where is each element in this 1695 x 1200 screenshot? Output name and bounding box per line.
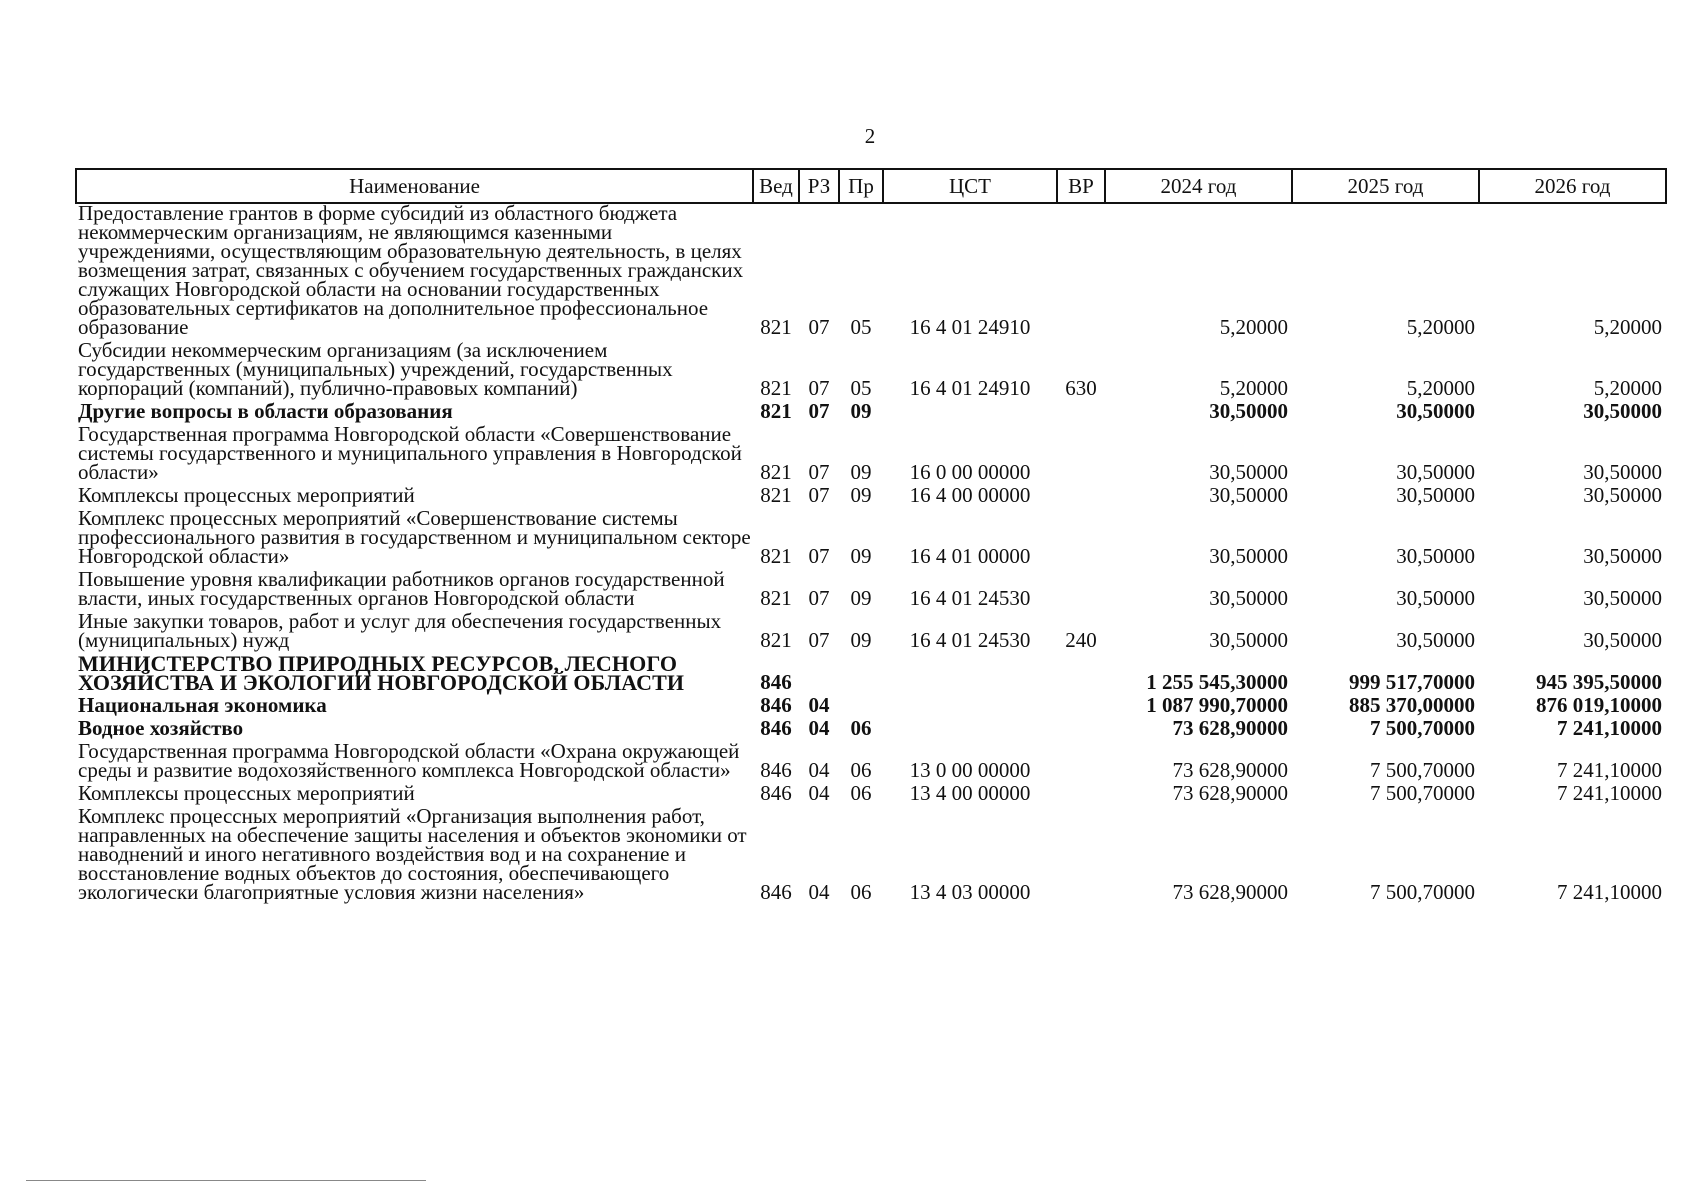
table-row <box>76 696 1666 715</box>
row-value-2026: 945 395,50000 <box>1536 670 1662 694</box>
row-ved: 846 <box>760 880 792 904</box>
row-ved: 821 <box>760 483 792 507</box>
row-cst: 16 4 01 00000 <box>909 544 1031 568</box>
row-value-2024: 5,20000 <box>1219 315 1288 339</box>
row-value-2024: 1 087 990,70000 <box>1146 693 1288 717</box>
row-vr: 240 <box>1065 628 1097 652</box>
row-value-2026: 30,50000 <box>1583 483 1662 507</box>
row-ved: 821 <box>760 544 792 568</box>
row-name: Другие вопросы в области образования <box>78 399 453 423</box>
row-value-2025: 7 500,70000 <box>1370 781 1475 805</box>
table-row <box>76 612 1666 650</box>
footer-divider <box>26 1180 426 1181</box>
row-name: Комплекс процессных мероприятий «Совершенствование системы профессионального развития в государственном и муниципальном секторе Новгородской области» <box>78 506 751 568</box>
row-value-2024: 1 255 545,30000 <box>1146 670 1288 694</box>
table-row <box>76 203 1666 337</box>
row-ved: 821 <box>760 315 792 339</box>
table-row <box>76 486 1666 505</box>
row-value-2024: 30,50000 <box>1209 460 1288 484</box>
row-rz: 07 <box>808 315 830 339</box>
row-pr: 06 <box>850 781 872 805</box>
row-name: Предоставление грантов в форме субсидий из областного бюджета некоммерческим организациям, не являющимся казенными учреждениями, осуществляющим образовательную деятельность, в целях возмещения затрат, связанных с обучением государственных гражданских служащих Новгородской области на основании государственных образовательных сертификатов на дополнительное профессиональное образование <box>78 201 744 339</box>
row-value-2024: 73 628,90000 <box>1172 781 1288 805</box>
row-pr: 09 <box>850 399 872 423</box>
row-rz: 04 <box>808 781 830 805</box>
row-pr: 06 <box>850 880 872 904</box>
table-row <box>76 425 1666 482</box>
table-body <box>76 203 1666 906</box>
row-rz: 07 <box>808 376 830 400</box>
row-value-2025: 30,50000 <box>1396 586 1475 610</box>
header-vr: ВР <box>1057 169 1105 203</box>
row-cst: 16 4 00 00000 <box>909 483 1031 507</box>
row-name: Комплексы процессных мероприятий <box>78 781 415 805</box>
row-name: Национальная экономика <box>78 693 327 717</box>
row-ved: 846 <box>760 716 792 740</box>
row-pr <box>839 654 883 692</box>
table-header <box>76 169 1666 203</box>
row-value-2026: 876 019,10000 <box>1536 693 1662 717</box>
row-value-2026: 7 241,10000 <box>1557 758 1662 782</box>
row-ved: 821 <box>760 376 792 400</box>
row-value-2025: 30,50000 <box>1396 628 1475 652</box>
row-rz: 07 <box>808 399 830 423</box>
header-2025: 2025 год <box>1292 169 1479 203</box>
row-value-2026: 5,20000 <box>1593 315 1662 339</box>
row-pr: 09 <box>850 483 872 507</box>
row-name: МИНИСТЕРСТВО ПРИРОДНЫХ РЕСУРСОВ, ЛЕСНОГО ХОЗЯЙСТВА И ЭКОЛОГИИ НОВГОРОДСКОЙ ОБЛАСТИ <box>78 651 685 695</box>
row-vr <box>1057 654 1105 692</box>
table-row <box>76 807 1666 902</box>
header-2024: 2024 год <box>1105 169 1292 203</box>
table-row <box>76 784 1666 803</box>
row-value-2024: 30,50000 <box>1209 628 1288 652</box>
row-ved: 821 <box>760 628 792 652</box>
row-value-2026: 5,20000 <box>1593 376 1662 400</box>
row-rz <box>799 654 839 692</box>
row-cst: 16 4 01 24910 <box>909 315 1031 339</box>
table-row <box>76 742 1666 780</box>
row-value-2025: 30,50000 <box>1396 483 1475 507</box>
row-value-2024: 30,50000 <box>1209 483 1288 507</box>
row-vr: 630 <box>1065 376 1097 400</box>
row-name: Государственная программа Новгородской области «Охрана окружающей среды и развитие водохозяйственного комплекса Новгородской области» <box>78 739 740 782</box>
row-value-2026: 7 241,10000 <box>1557 716 1662 740</box>
row-value-2024: 30,50000 <box>1209 544 1288 568</box>
row-cst: 13 4 00 00000 <box>909 781 1031 805</box>
row-pr: 05 <box>850 315 872 339</box>
header-rz: РЗ <box>799 169 839 203</box>
header-name: Наименование <box>76 169 753 203</box>
row-value-2026: 30,50000 <box>1583 399 1662 423</box>
row-ved: 846 <box>760 758 792 782</box>
row-name: Повышение уровня квалификации работников органов государственной власти, иных государственных органов Новгородской области <box>78 567 725 610</box>
row-cst: 16 4 01 24530 <box>909 628 1031 652</box>
row-vr <box>1057 696 1105 715</box>
row-value-2025: 7 500,70000 <box>1370 716 1475 740</box>
row-value-2026: 30,50000 <box>1583 628 1662 652</box>
row-value-2025: 30,50000 <box>1396 399 1475 423</box>
row-cst: 13 0 00 00000 <box>909 758 1031 782</box>
table-row <box>76 402 1666 421</box>
row-vr <box>1057 402 1105 421</box>
row-vr <box>1057 784 1105 803</box>
row-value-2025: 30,50000 <box>1396 460 1475 484</box>
row-ved: 821 <box>760 586 792 610</box>
row-vr <box>1057 203 1105 337</box>
row-value-2026: 30,50000 <box>1583 586 1662 610</box>
row-name: Субсидии некоммерческим организациям (за исключением государственных (муниципальных) учреждений, государственных корпораций (компаний), публично-правовых компаний) <box>78 338 673 400</box>
row-rz: 04 <box>808 693 830 717</box>
table-row <box>76 509 1666 566</box>
row-value-2025: 885 370,00000 <box>1349 693 1475 717</box>
row-pr: 06 <box>850 758 872 782</box>
row-cst <box>883 719 1057 738</box>
row-value-2025: 5,20000 <box>1406 376 1475 400</box>
row-ved: 821 <box>760 399 792 423</box>
row-rz: 07 <box>808 460 830 484</box>
row-value-2025: 999 517,70000 <box>1349 670 1475 694</box>
row-cst: 16 4 01 24530 <box>909 586 1031 610</box>
row-rz: 07 <box>808 483 830 507</box>
header-2026: 2026 год <box>1479 169 1666 203</box>
table-row <box>76 654 1666 692</box>
row-rz: 07 <box>808 544 830 568</box>
budget-table <box>75 168 1667 906</box>
row-value-2026: 7 241,10000 <box>1557 880 1662 904</box>
row-vr <box>1057 742 1105 780</box>
row-pr <box>839 696 883 715</box>
row-value-2025: 7 500,70000 <box>1370 758 1475 782</box>
row-value-2024: 5,20000 <box>1219 376 1288 400</box>
row-name: Комплексы процессных мероприятий <box>78 483 415 507</box>
row-pr: 09 <box>850 628 872 652</box>
row-value-2025: 30,50000 <box>1396 544 1475 568</box>
row-ved: 846 <box>760 781 792 805</box>
row-vr <box>1057 807 1105 902</box>
row-value-2024: 73 628,90000 <box>1172 758 1288 782</box>
header-cst: ЦСТ <box>883 169 1057 203</box>
row-cst: 13 4 03 00000 <box>909 880 1031 904</box>
row-value-2024: 30,50000 <box>1209 586 1288 610</box>
page-number: 2 <box>864 124 876 148</box>
row-name: Иные закупки товаров, работ и услуг для обеспечения государственных (муниципальных) нужд <box>78 609 722 652</box>
row-value-2025: 5,20000 <box>1406 315 1475 339</box>
row-cst: 16 0 00 00000 <box>909 460 1031 484</box>
table-row <box>76 719 1666 738</box>
row-ved: 846 <box>760 670 792 694</box>
row-value-2024: 73 628,90000 <box>1172 880 1288 904</box>
row-cst <box>883 654 1057 692</box>
row-value-2026: 7 241,10000 <box>1557 781 1662 805</box>
row-name: Государственная программа Новгородской области «Совершенствование системы государственного и муниципального управления в Новгородской области» <box>78 422 742 484</box>
row-vr <box>1057 719 1105 738</box>
row-vr <box>1057 425 1105 482</box>
header-ved: Вед <box>753 169 799 203</box>
row-cst: 16 4 01 24910 <box>909 376 1031 400</box>
row-name: Водное хозяйство <box>78 716 244 740</box>
row-ved: 846 <box>760 693 792 717</box>
table-row <box>76 341 1666 398</box>
row-vr <box>1057 570 1105 608</box>
row-rz: 07 <box>808 628 830 652</box>
row-vr <box>1057 509 1105 566</box>
row-pr: 09 <box>850 460 872 484</box>
row-cst <box>883 402 1057 421</box>
row-rz: 04 <box>808 716 830 740</box>
row-vr <box>1057 486 1105 505</box>
header-pr: Пр <box>839 169 883 203</box>
table-row <box>76 570 1666 608</box>
row-cst <box>883 696 1057 715</box>
row-value-2026: 30,50000 <box>1583 460 1662 484</box>
row-value-2026: 30,50000 <box>1583 544 1662 568</box>
row-pr: 05 <box>850 376 872 400</box>
row-name: Комплекс процессных мероприятий «Организация выполнения работ, направленных на обеспечение защиты населения и объектов экономики от наводнений и иного негативного воздействия вод и на сохранение и восстановление водных объектов до состояния, обеспечивающего экологически благоприятные условия жизни населения» <box>78 804 747 904</box>
row-rz: 04 <box>808 880 830 904</box>
row-pr: 09 <box>850 586 872 610</box>
row-pr: 06 <box>850 716 872 740</box>
row-value-2024: 73 628,90000 <box>1172 716 1288 740</box>
row-rz: 04 <box>808 758 830 782</box>
row-value-2024: 30,50000 <box>1209 399 1288 423</box>
row-value-2025: 7 500,70000 <box>1370 880 1475 904</box>
row-rz: 07 <box>808 586 830 610</box>
row-pr: 09 <box>850 544 872 568</box>
row-ved: 821 <box>760 460 792 484</box>
